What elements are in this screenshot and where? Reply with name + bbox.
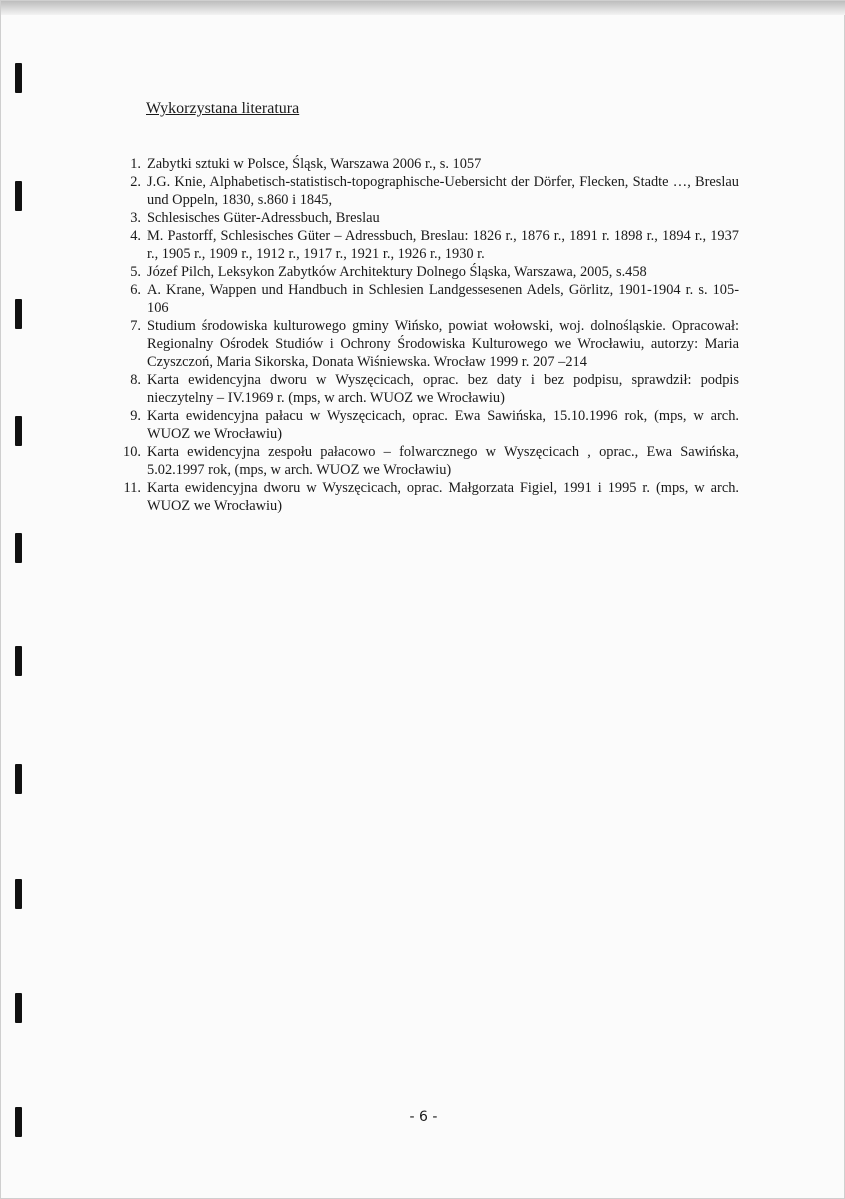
reference-number: 1. (130, 156, 141, 172)
reference-number: 2. (130, 174, 141, 190)
binder-punch-mark (15, 533, 22, 563)
reference-number: 6. (130, 282, 141, 298)
page-number: - 6 - (409, 1109, 438, 1125)
reference-text: Karta ewidencyjna dworu w Wyszęcicach, oprac. Małgorzata Figiel, 1991 i 1995 r. (mps, w arch. WUOZ we Wrocławiu) (147, 480, 739, 514)
reference-number: 5. (130, 264, 141, 280)
reference-number: 10. (123, 444, 141, 460)
reference-number: 4. (130, 228, 141, 244)
reference-text: A. Krane, Wappen und Handbuch in Schlesien Landgessesenen Adels, Görlitz, 1901-1904 r. s. 105-106 (147, 282, 739, 316)
reference-text: Karta ewidencyjna pałacu w Wyszęcicach, oprac. Ewa Sawińska, 15.10.1996 rok, (mps, w arch. WUOZ we Wrocławiu) (147, 408, 739, 442)
reference-item (111, 479, 739, 515)
reference-text: Studium środowiska kulturowego gminy Wińsko, powiat wołowski, woj. dolnośląskie. Opracował: Regionalny Ośrodek Studiów i Ochrony Środowiska Kulturowego we Wrocławiu, autorzy: Maria Czyszczoń, Maria Sikorska, Donata Wiśniewska. Wrocław 1999 r. 207 –214 (147, 318, 739, 370)
reference-item (111, 155, 739, 173)
reference-item (111, 209, 739, 227)
reference-list (111, 155, 739, 515)
binder-punch-mark (15, 764, 22, 794)
binder-punch-mark (15, 299, 22, 329)
binder-punch-mark (15, 416, 22, 446)
binder-punch-mark (15, 63, 22, 93)
reference-item (111, 443, 739, 479)
reference-number: 8. (130, 372, 141, 388)
reference-text: Karta ewidencyjna dworu w Wyszęcicach, oprac. bez daty i bez podpisu, sprawdził: podpis nieczytelny – IV.1969 r. (mps, w arch. WUOZ we Wrocławiu) (147, 372, 739, 406)
binder-punch-mark (15, 646, 22, 676)
scan-top-edge (1, 1, 845, 15)
binder-punch-mark (15, 181, 22, 211)
reference-text: Zabytki sztuki w Polsce, Śląsk, Warszawa 2006 r., s. 1057 (147, 156, 482, 172)
reference-item (111, 263, 739, 281)
reference-item (111, 371, 739, 407)
reference-text: Schlesisches Güter-Adressbuch, Breslau (147, 210, 380, 226)
reference-number: 9. (130, 408, 141, 424)
page-heading: Wykorzystana literatura (146, 100, 300, 117)
reference-text: Karta ewidencyjna zespołu pałacowo – folwarcznego w Wyszęcicach , oprac., Ewa Sawińska, 5.02.1997 rok, (mps, w arch. WUOZ we Wrocławiu) (147, 444, 739, 478)
reference-text: Józef Pilch, Leksykon Zabytków Architektury Dolnego Śląska, Warszawa, 2005, s.458 (147, 264, 647, 280)
reference-number: 11. (123, 480, 141, 496)
reference-item (111, 407, 739, 443)
reference-text: M. Pastorff, Schlesisches Güter – Adressbuch, Breslau: 1826 r., 1876 r., 1891 r. 1898 r., 1894 r., 1937 r., 1905 r., 1909 r., 1912 r., 1917 r., 1921 r., 1926 r., 1930 r. (147, 228, 739, 262)
reference-item (111, 227, 739, 263)
reference-text: J.G. Knie, Alphabetisch-statistisch-topographische-Uebersicht der Dörfer, Flecken, Stadte …, Breslau und Oppeln, 1830, s.860 i 1845, (147, 174, 739, 208)
reference-item (111, 173, 739, 209)
binder-punch-mark (15, 993, 22, 1023)
reference-item (111, 317, 739, 371)
reference-number: 7. (130, 318, 141, 334)
reference-number: 3. (130, 210, 141, 226)
reference-item (111, 281, 739, 317)
binder-punch-mark (15, 879, 22, 909)
